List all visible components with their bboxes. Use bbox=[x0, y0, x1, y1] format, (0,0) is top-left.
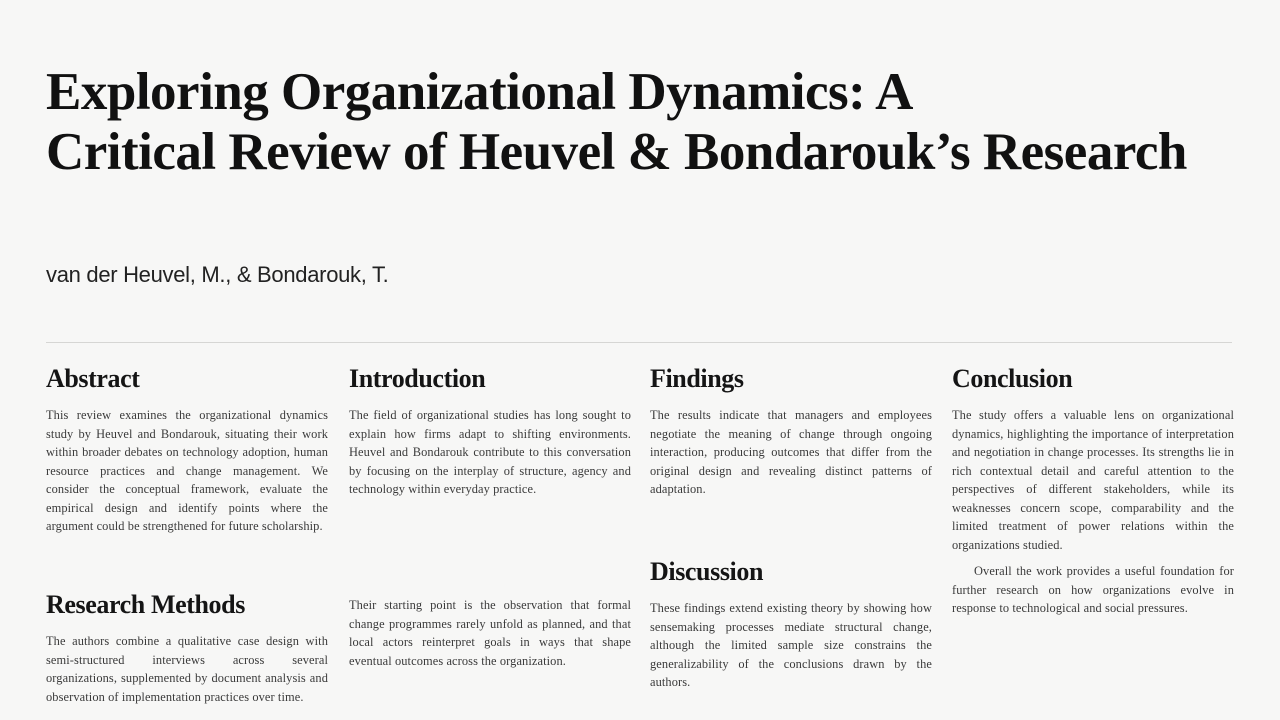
conclusion-section bbox=[952, 364, 1234, 618]
abstract-section bbox=[46, 364, 328, 536]
discussion-text: These findings extend existing theory by showing how sensemaking processes mediate structural change, although the limited sample size constrains the generalizability of the conclusions drawn by the authors. bbox=[650, 601, 932, 689]
introduction-heading: Introduction bbox=[349, 364, 486, 393]
research-methods-section bbox=[46, 590, 328, 706]
paper-title-line-2: Critical Review of Heuvel & Bondarouk’s Research bbox=[46, 123, 1187, 181]
findings-text: The results indicate that managers and employees negotiate the meaning of change through ongoing interaction, producing outcomes that differ from the original design and revealing distinct patterns of adaptation. bbox=[650, 408, 932, 496]
research-methods-heading: Research Methods bbox=[46, 590, 245, 619]
introduction-text-1: The field of organizational studies has long sought to explain how firms adapt to shifting environments. Heuvel and Bondarouk contribute to this conversation by focusing on the interplay of structure, agency and technology within everyday practice. bbox=[349, 408, 631, 496]
introduction-continued-section bbox=[349, 596, 631, 670]
introduction-section bbox=[349, 364, 631, 499]
paper-title bbox=[46, 62, 1246, 182]
introduction-text-2: Their starting point is the observation that formal change programmes rarely unfold as planned, and that local actors reinterpret goals in ways that shape eventual outcomes across the organization. bbox=[349, 598, 631, 668]
findings-heading: Findings bbox=[650, 364, 744, 393]
conclusion-text-2: Overall the work provides a useful foundation for further research on how organizations evolve in response to technological and social pressures. bbox=[952, 564, 1234, 615]
discussion-section bbox=[650, 557, 932, 692]
abstract-heading: Abstract bbox=[46, 364, 140, 393]
paper-title-line-1: Exploring Organizational Dynamics: A bbox=[46, 63, 913, 121]
paper-authors: van der Heuvel, M., & Bondarouk, T. bbox=[46, 262, 389, 287]
research-methods-text: The authors combine a qualitative case design with semi-structured interviews across several organizations, supplemented by document analysis and observation of implementation practices over time. bbox=[46, 634, 328, 704]
header-divider bbox=[46, 342, 1232, 343]
conclusion-text-1: The study offers a valuable lens on organizational dynamics, highlighting the importance of interpretation and negotiation in change processes. Its strengths lie in rich contextual detail and careful attention to the perspectives of different stakeholders, while its weaknesses concern scope, comparability and the limited treatment of power relations within the organizations studied. bbox=[952, 408, 1234, 552]
findings-section bbox=[650, 364, 932, 499]
abstract-text: This review examines the organizational dynamics study by Heuvel and Bondarouk, situating their work within broader debates on technology adoption, human resource practices and change management. We consider the conceptual framework, evaluate the empirical design and identify points where the argument could be strengthened for future scholarship. bbox=[46, 408, 328, 533]
discussion-heading: Discussion bbox=[650, 557, 764, 586]
conclusion-heading: Conclusion bbox=[952, 364, 1073, 393]
